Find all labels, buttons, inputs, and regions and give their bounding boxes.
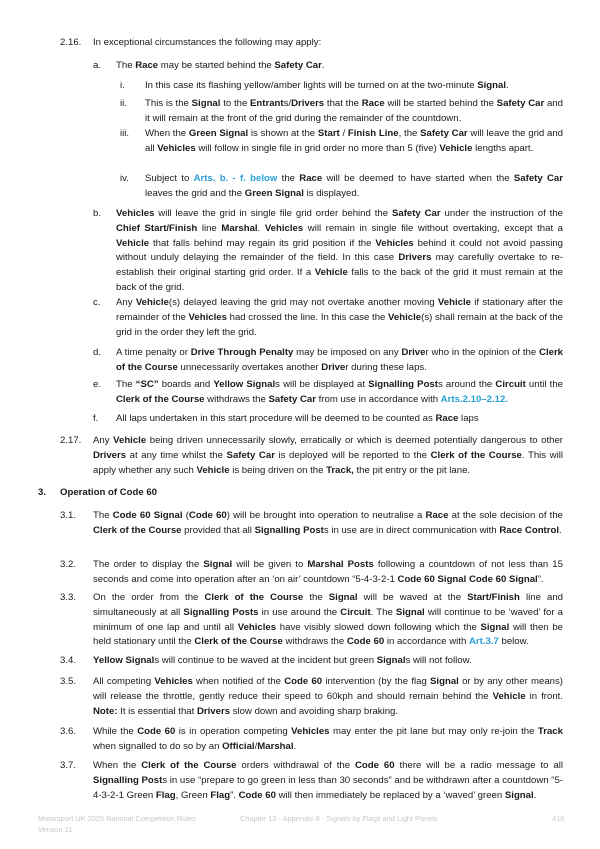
footer-page-number: 416	[552, 814, 565, 823]
footer-chapter: Chapter 12 - Appendix 8 - Signals by Flags and Light Panels	[240, 814, 438, 823]
paragraph-c: Any Vehicle(s) delayed leaving the grid may not overtake another moving Vehicle if stationary after the remainder of the Vehicles had crossed the line. In this case the Vehicle(s) shall remain at the back of the grid in the order they left the grid.	[116, 297, 563, 338]
item-roman: ii.	[120, 98, 127, 109]
section-number: 3.7.	[60, 760, 77, 771]
paragraph-3-4: Yellow Signals will continue to be waved at the incident but green Signals will not follow.	[93, 655, 472, 666]
section-number: 3.	[38, 487, 47, 498]
paragraph-3-3: On the order from the Clerk of the Course the Signal will be waved at the Start/Finish line and simultaneously at all Signalling Posts in use around the Circuit. The Signal will continue to be ‘waved’ for a minimum of one lap and until all Vehicles have visibly slowed down following which the Signal will then be held stationary until the Clerk of the Course withdraws the Code 60 in accordance with Art.3.7 below.	[93, 592, 563, 648]
item-roman: iv.	[120, 173, 129, 184]
item-letter: e.	[93, 379, 102, 390]
paragraph-i: In this case its flashing yellow/amber lights will be turned on at the two-minute Signal.	[145, 80, 509, 91]
section-number: 3.6.	[60, 726, 77, 737]
section-number: 3.2.	[60, 559, 77, 570]
paragraph-3-2: The order to display the Signal will be given to Marshal Posts following a countdown of not less than 15 seconds and come into operation after an ‘on air’ countdown “5-4-3-2-1 Code 60 Signal Code 60 Signal”.	[93, 559, 563, 585]
paragraph-ii: This is the Signal to the Entrants/Drivers that the Race will be started behind the Safety Car and it will remain at the front of the grid during the remainder of the countdown.	[145, 98, 563, 124]
paragraph-b: Vehicles will leave the grid in single file grid order behind the Safety Car under the instruction of the Chief Start/Finish line Marshal. Vehicles will remain in single file without overtaking, except that a Vehicle that falls behind may regain its grid position if the Vehicles behind it could not avoid passing without unduly delaying the remainder of the field. In this case Drivers may carefully overtake to re-establish their original starting grid order. If a Vehicle falls to the back of the grid it must remain at the back of the grid.	[116, 208, 564, 293]
item-letter: f.	[93, 413, 99, 424]
section-number: 3.4.	[60, 655, 77, 666]
paragraph-3-1: The Code 60 Signal (Code 60) will be brought into operation to neutralise a Race at the sole decision of the Clerk of the Course provided that all Signalling Posts in use are in direct communication with Race Control.	[93, 510, 564, 536]
section-heading: Operation of Code 60	[60, 487, 158, 498]
section-text: In exceptional circumstances the following may apply:	[93, 37, 322, 48]
item-letter: a.	[93, 60, 102, 71]
paragraph-iv: Subject to Arts. b. - f. below the Race will be deemed to have started when the Safety Car leaves the grid and the Green Signal is displayed.	[145, 173, 563, 199]
paragraph-d: A time penalty or Drive Through Penalty may be imposed on any Driver who in the opinion of the Clerk of the Course unnecessarily overtakes another Driver during these laps.	[116, 347, 564, 373]
section-number: 3.5.	[60, 676, 77, 687]
item-letter: c.	[93, 297, 101, 308]
paragraph-3-5: All competing Vehicles when notified of the Code 60 intervention (by the flag Signal or by any other means) will release the throttle, gently reduce their speed to 60kph and should remain behind the Vehicle in front. Note: It is essential that Drivers slow down and avoiding sharp braking.	[93, 676, 563, 717]
section-number: 2.17.	[60, 435, 82, 446]
paragraph-e: The “SC” boards and Yellow Signals will be displayed at Signalling Posts around the Circuit until the Clerk of the Course withdraws the Safety Car from use in accordance with Arts.2.10–2.12.	[116, 379, 564, 405]
paragraph-3-6: While the Code 60 is in operation competing Vehicles may enter the pit lane but may only re-join the Track when signalled to do so by an Official/Marshal.	[93, 726, 563, 752]
item-roman: i.	[120, 80, 125, 91]
paragraph-iii: When the Green Signal is shown at the Start / Finish Line, the Safety Car will leave the grid and all Vehicles will follow in single file in grid order no more than 5 (five) Vehicle lengths apart.	[145, 128, 563, 154]
item-roman: iii.	[120, 128, 130, 139]
section-number: 3.3.	[60, 592, 77, 603]
paragraph-f: All laps undertaken in this start procedure will be deemed to be counted as Race laps	[116, 413, 479, 424]
paragraph-a: The Race may be started behind the Safety Car.	[116, 60, 325, 71]
item-letter: d.	[93, 347, 102, 358]
section-number: 2.16.	[60, 37, 82, 48]
paragraph-3-7: When the Clerk of the Course orders withdrawal of the Code 60 there will be a radio message to all Signalling Posts in use “prepare to go green in less than 30 seconds” and be withdrawn after a countdown “5-4-3-2-1 Green Flag, Green Flag”. Code 60 will then immediately be replaced by a ‘waved’ green Signal.	[93, 760, 564, 801]
footer-rules-title: Motorsport UK 2025 National Competition Rules	[38, 814, 196, 823]
section-number: 3.1.	[60, 510, 77, 521]
footer-version: Version 11	[38, 825, 73, 834]
paragraph-2-17: Any Vehicle being driven unnecessarily slowly, erratically or which is deemed potentially dangerous to other Drivers at any time whilst the Safety Car is deployed will be reported to the Clerk of the Course. This will apply whether any such Vehicle is being driven on the Track, the pit entry or the pit lane.	[93, 435, 563, 476]
item-letter: b.	[93, 208, 102, 219]
